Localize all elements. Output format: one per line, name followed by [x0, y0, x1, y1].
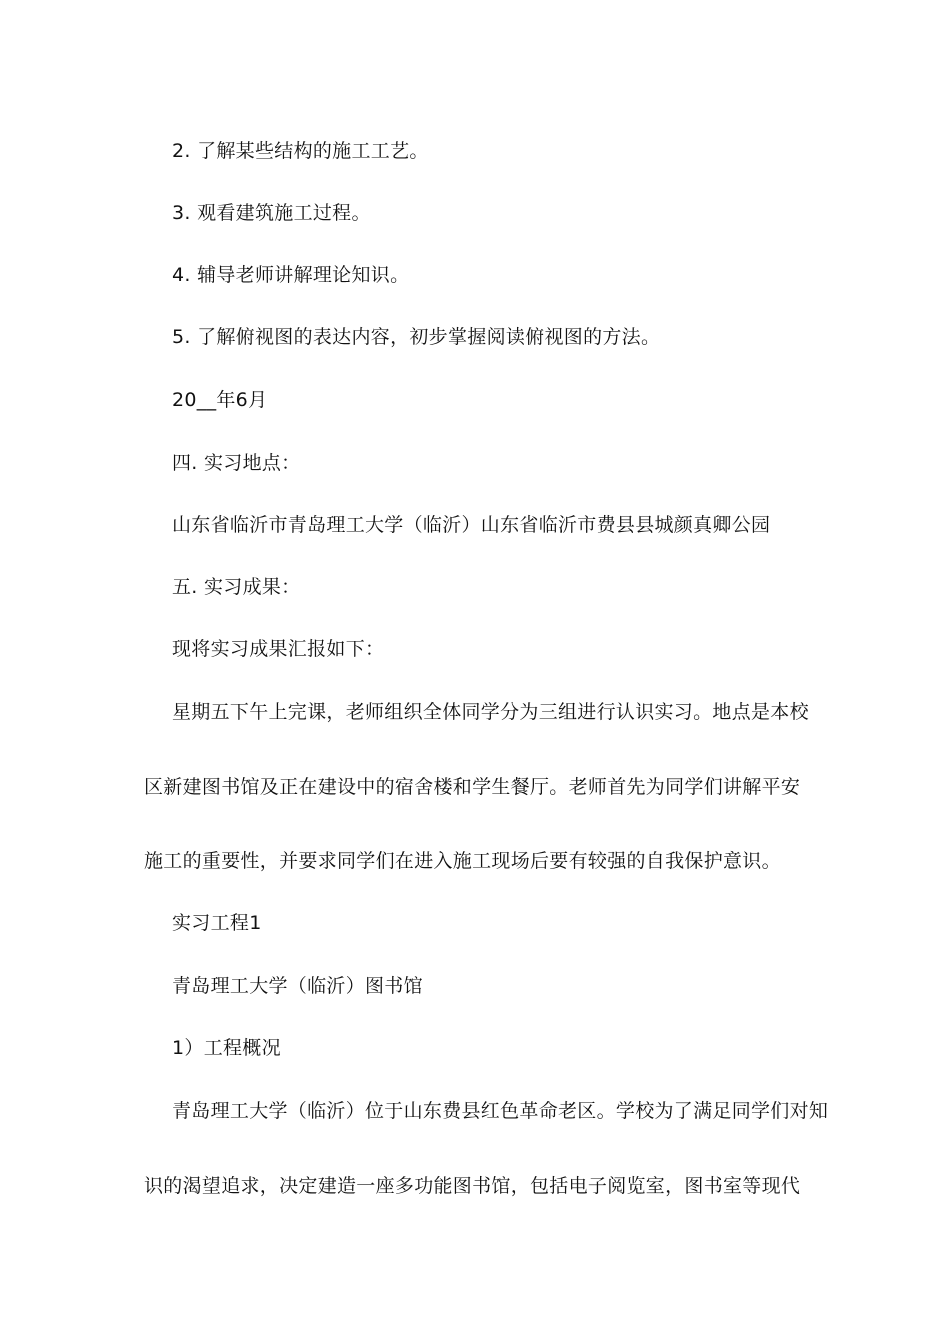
list-item-4: 4. 辅导老师讲解理论知识。 [172, 264, 410, 286]
list-item-5: 5. 了解俯视图的表达内容，初步掌握阅读俯视图的方法。 [172, 326, 661, 348]
location-text: 山东省临沂市青岛理工大学（临沂）山东省临沂市费县县城颜真卿公园 [172, 514, 771, 536]
subsection-heading: 1）工程概况 [172, 1037, 281, 1059]
project-name: 青岛理工大学（临沂）图书馆 [172, 975, 423, 997]
paragraph-line: 区新建图书馆及正在建设中的宿舍楼和学生餐厅。老师首先为同学们讲解平安 [144, 776, 801, 798]
project-heading: 实习工程1 [172, 912, 262, 934]
section-heading-location: 四. 实习地点： [172, 452, 301, 474]
list-item-2: 2. 了解某些结构的施工工艺。 [172, 140, 429, 162]
paragraph-line: 施工的重要性，并要求同学们在进入施工现场后要有较强的自我保护意识。 [144, 850, 781, 872]
list-item-3: 3. 观看建筑施工过程。 [172, 202, 371, 224]
paragraph-line: 星期五下午上完课，老师组织全体同学分为三组进行认识实习。地点是本校 [172, 701, 809, 723]
paragraph-line: 青岛理工大学（临沂）位于山东费县红色革命老区。学校为了满足同学们对知 [172, 1100, 829, 1122]
date-line: 20__年6月 [172, 389, 268, 411]
section-heading-results: 五. 实习成果： [172, 576, 301, 598]
results-intro: 现将实习成果汇报如下： [172, 638, 385, 660]
paragraph-line: 识的渴望追求，决定建造一座多功能图书馆，包括电子阅览室，图书室等现代 [144, 1175, 801, 1197]
